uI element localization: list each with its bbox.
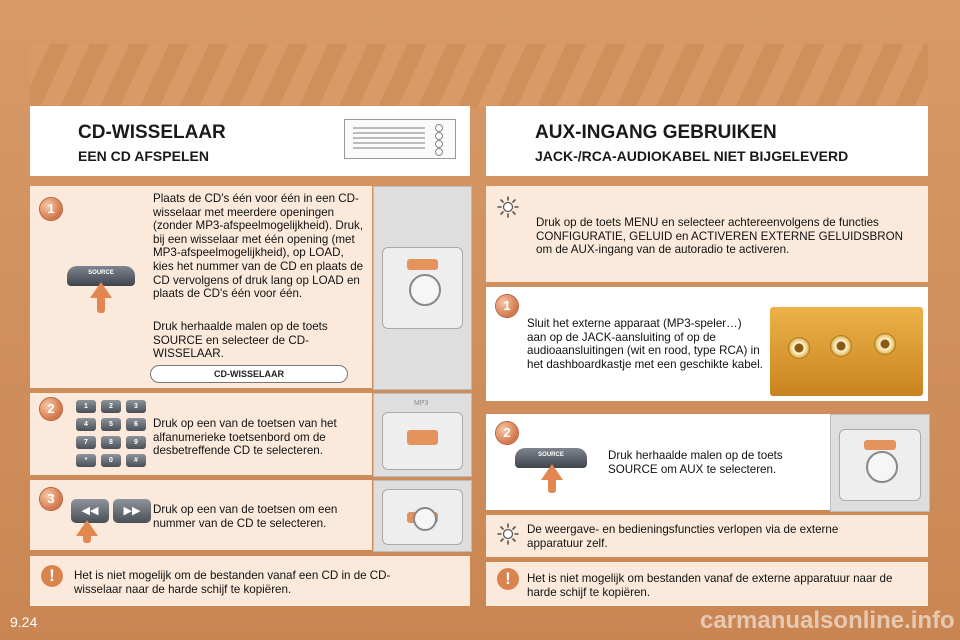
right-title: AUX-INGANG GEBRUIKEN	[535, 122, 777, 143]
key-star: *	[76, 454, 96, 467]
skip-radio-illustration	[373, 480, 472, 552]
alphanumeric-keypad	[74, 398, 148, 470]
arrow-up-icon-2	[76, 520, 98, 536]
watermark: carmanualsonline.info	[700, 607, 955, 634]
mp3-label: MP3	[414, 400, 429, 407]
jack-rca-photo	[770, 307, 923, 396]
tip-sun-icon-2	[497, 523, 519, 545]
source-button-label: SOURCE	[88, 270, 114, 276]
key-0: 0	[101, 454, 121, 467]
step-1-badge: 1	[40, 198, 62, 220]
cd-wisselaar-label: CD-WISSELAAR	[150, 365, 348, 383]
right-step2-text: Druk herhaalde malen op de toets SOURCE om AUX te selecteren.	[608, 449, 783, 476]
key-hash: #	[126, 454, 146, 467]
key-9: 9	[126, 436, 146, 449]
key-4: 4	[76, 418, 96, 431]
left-note-text: Het is niet mogelijk om de bestanden vanaf een CD in de CD-wisselaar naar de harde schijf te kopiëren.	[74, 569, 391, 596]
key-1: 1	[76, 400, 96, 413]
right-step-2-badge: 2	[496, 422, 518, 444]
tip-sun-icon	[497, 196, 519, 218]
warning-icon: !	[41, 565, 63, 587]
left-subtitle: EEN CD AFSPELEN	[78, 148, 209, 164]
key-2: 2	[101, 400, 121, 413]
left-step2-text: Druk op een van de toetsen van het alfanumerieke toetsenbord om de desbetreffende CD te selecteren.	[153, 417, 337, 458]
left-step1-text: Plaats de CD's één voor één in een CD-wisselaar met meerdere openingen (zonder MP3-afspeelmogelijkheid). Druk, bij een wisselaar met één opening (met MP3-afspeelmogelijkheid), op LOAD, kies het nummer van de CD en plaats de CD vervolgens of druk lang op LOAD en plaats de CD's één voor één.	[153, 192, 364, 301]
right-intro-text: Druk op de toets MENU en selecteer achtereenvolgens de functies CONFIGURATIE, GELUID en ACTIVEREN EXTERNE GELUIDSBRON om de AUX-ingang van de autoradio te activeren.	[536, 216, 903, 257]
right-arrow-stem	[548, 479, 556, 493]
left-step1-text2: Druk herhaalde malen op de toets SOURCE en selecteer de CD-WISSELAAR.	[153, 320, 328, 361]
keypad-radio-illustration	[373, 393, 472, 477]
left-title: CD-WISSELAAR	[78, 122, 226, 143]
right-tip-text: De weergave- en bedieningsfuncties verlopen via de externe apparatuur zelf.	[527, 523, 839, 550]
arrow-stem	[97, 297, 105, 313]
right-radio-illustration	[830, 414, 930, 512]
key-3: 3	[126, 400, 146, 413]
right-step1-text: Sluit het externe apparaat (MP3-speler…) aan op de JACK-aansluiting of op de audioaansluitingen (wit en rood, type RCA) in het dashboardkastje met een geschikte kabel.	[527, 317, 763, 371]
step-2-badge: 2	[40, 398, 62, 420]
right-subtitle: JACK-/RCA-AUDIOKABEL NIET BIJGELEVERD	[535, 148, 849, 164]
arrow-stem-2	[83, 535, 91, 543]
previous-track-icon: ◀◀	[71, 499, 109, 523]
key-7: 7	[76, 436, 96, 449]
arrow-up-icon	[90, 282, 112, 298]
next-track-icon: ▶▶	[113, 499, 151, 523]
key-8: 8	[101, 436, 121, 449]
right-source-button-label: SOURCE	[538, 452, 564, 458]
radio-illustration	[373, 186, 472, 390]
decorative-top-band	[30, 44, 928, 108]
right-warning-icon: !	[497, 568, 519, 590]
left-step3-text: Druk op een van de toetsen om een nummer van de CD te selecteren.	[153, 503, 338, 530]
key-5: 5	[101, 418, 121, 431]
key-6: 6	[126, 418, 146, 431]
cd-changer-illustration	[344, 119, 456, 159]
right-note-text: Het is niet mogelijk om bestanden vanaf de externe apparatuur naar de harde schijf te kopiëren.	[527, 572, 893, 599]
step-3-badge: 3	[40, 488, 62, 510]
right-arrow-up-icon	[541, 464, 563, 480]
page-number: 9.24	[10, 614, 38, 630]
right-step-1-badge: 1	[496, 295, 518, 317]
